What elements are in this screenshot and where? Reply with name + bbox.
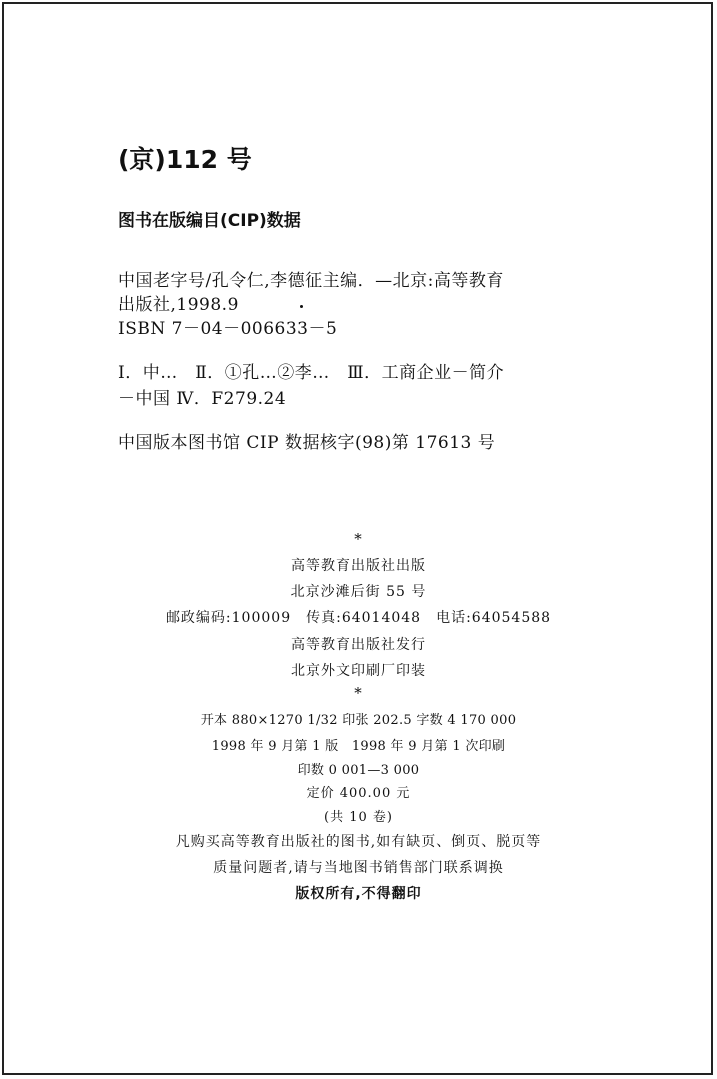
price: 定价 400.00 元 (306, 786, 411, 801)
classification-line-1: Ⅰ．中… Ⅱ．①孔…②李… Ⅲ．工商企业－简介 (118, 363, 505, 383)
contact-info: 邮政编码:100009 传真:64014048 电话:64054588 (165, 610, 552, 626)
distributor: 高等教育出版社发行 (291, 637, 426, 653)
copyright-notice: 版权所有,不得翻印 (295, 886, 422, 902)
edition-info: 1998 年 9 月第 1 版 1998 年 9 月第 1 次印刷 (211, 739, 506, 754)
publisher-address: 北京沙滩后街 55 号 (290, 584, 427, 600)
stray-dot (300, 305, 303, 308)
cip-check-number: 中国版本图书馆 CIP 数据核字(98)第 17613 号 (118, 433, 496, 453)
cip-title: 图书在版编目(CIP)数据 (118, 211, 301, 231)
isbn: ISBN 7－04－006633－5 (118, 319, 338, 339)
cip-line-2: 出版社,1998.9 (118, 295, 239, 315)
publisher: 高等教育出版社出版 (291, 558, 426, 574)
notice-line-1: 凡购买高等教育出版社的图书,如有缺页、倒页、脱页等 (175, 834, 542, 850)
printer: 北京外文印刷厂印装 (291, 663, 426, 679)
separator-star-1: * (354, 530, 363, 548)
print-run: 印数 0 001—3 000 (297, 763, 420, 778)
notice-line-2: 质量问题者,请与当地图书销售部门联系调换 (213, 860, 504, 876)
volume-count: (共 10 卷) (324, 810, 393, 825)
separator-star-2: * (354, 684, 363, 702)
classification-line-2: －中国 Ⅳ．F279.24 (118, 389, 287, 409)
cip-line-1: 中国老字号/孔令仁,李德征主编．—北京:高等教育 (118, 271, 504, 291)
format-info: 开本 880×1270 1/32 印张 202.5 字数 4 170 000 (200, 713, 517, 728)
publication-permit-number: (京)112 号 (118, 145, 252, 174)
